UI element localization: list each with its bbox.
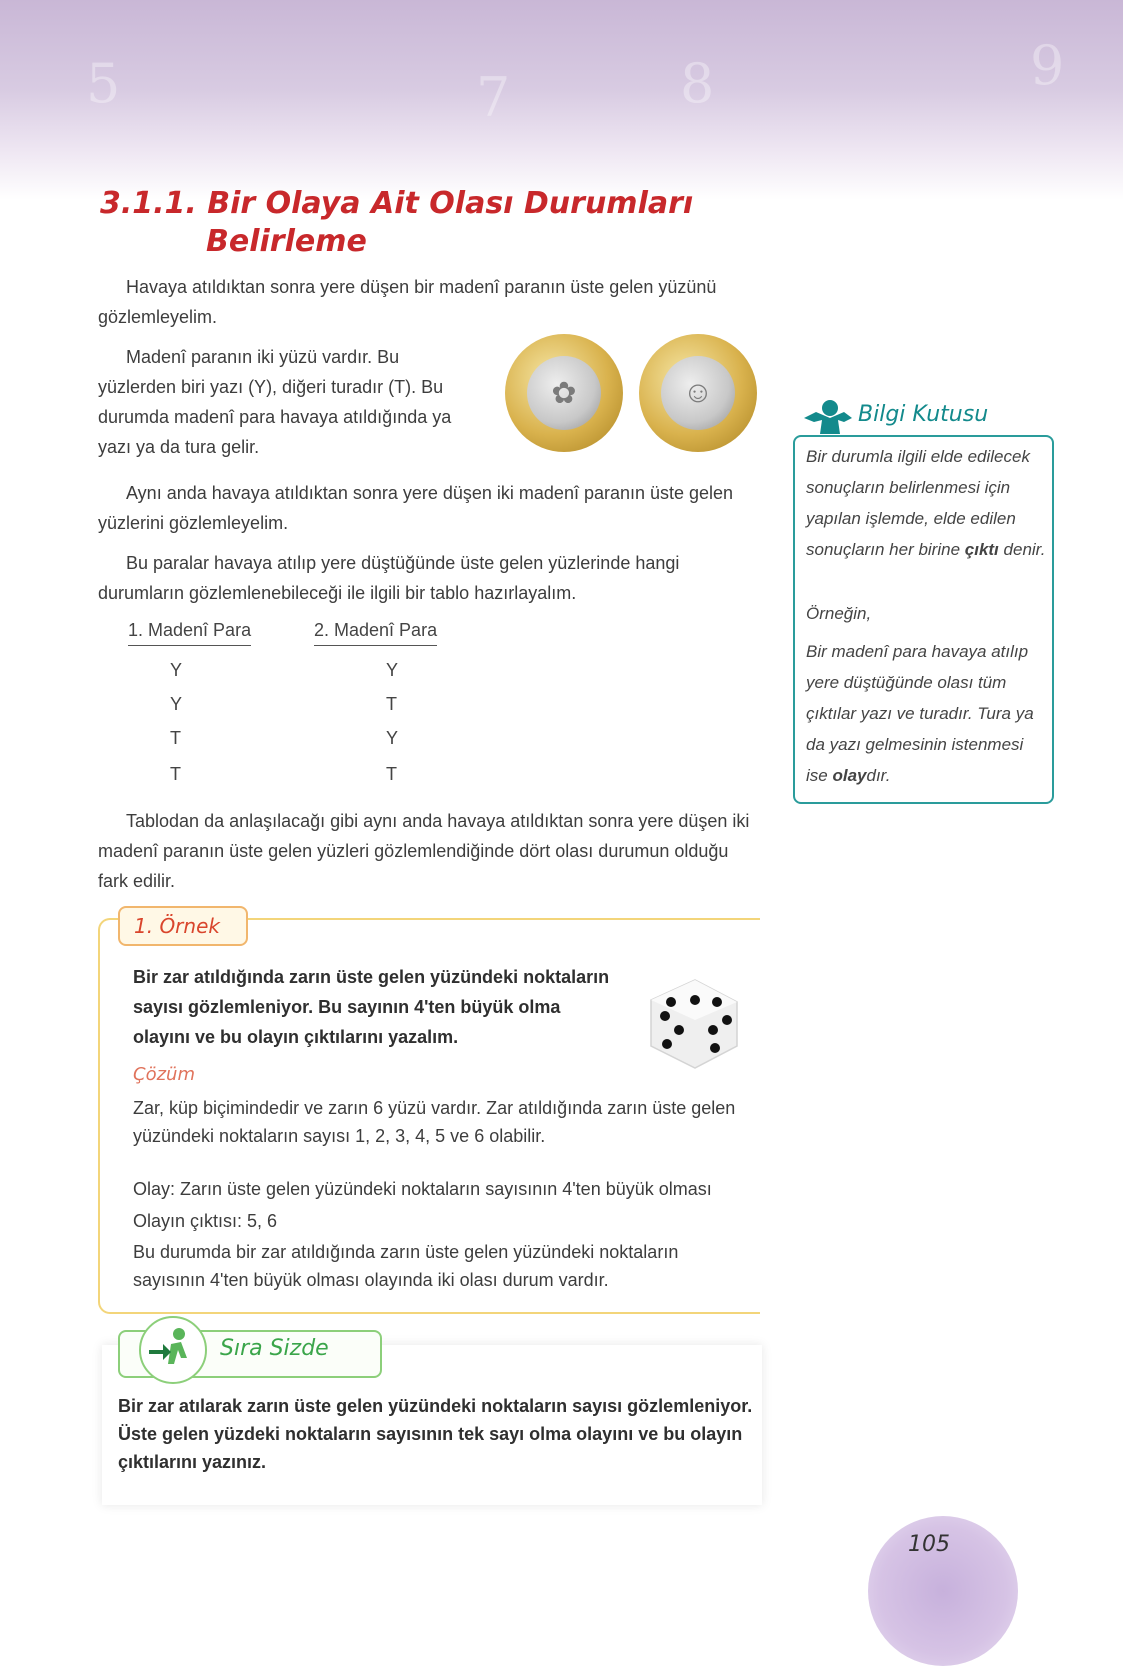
- exercise-badge: [139, 1316, 207, 1384]
- person-arrow-icon: [141, 1318, 201, 1378]
- bilgi-text-1: Bir durumla ilgili elde edilecek sonuçların belirlenmesi için yapılan işlemde, elde edilen sonuçların her birine çıktı denir.: [806, 447, 1046, 559]
- solution-text-4: Bu durumda bir zar atıldığında zarın üste gelen yüzündeki noktaların sayısının 4'ten büyük olması olayında iki olası durum vardır.: [133, 1242, 679, 1290]
- coin-yazi: [505, 334, 623, 452]
- table-cell: T: [386, 764, 397, 784]
- table-cell: T: [170, 764, 181, 784]
- page-number-badge: [868, 1516, 1018, 1666]
- emblem-icon: ✿: [551, 376, 577, 410]
- example-question: Bir zar atıldığında zarın üste gelen yüzündeki noktaların sayısı gözlemleniyor. Bu sayının 4'ten büyük olma olayını ve bu olayın çıktılarını yazalım.: [133, 967, 610, 1047]
- term-cikti: çıktı: [964, 540, 999, 559]
- paragraph-5: Tablodan da anlaşılacağı gibi aynı anda havaya atıldıktan sonra yere düşen iki madenî paranın üste gelen yüzleri gözlemlendiğinde dört olası durumun olduğu fark edilir.: [98, 811, 750, 891]
- decor-digit: 5: [86, 52, 121, 115]
- coins-image: [505, 334, 761, 450]
- decor-digit: 7: [476, 66, 511, 129]
- paragraph-2: Madenî paranın iki yüzü vardır. Bu yüzlerden biri yazı (Y), diğeri turadır (T). Bu durumda madenî para havaya atıldığında ya yazı ya da tura gelir.: [98, 347, 452, 457]
- term-olay: olay: [832, 766, 867, 785]
- header-band: [0, 0, 1123, 200]
- title-line-2: Belirleme: [206, 224, 367, 259]
- paragraph-1: Havaya atıldıktan sonra yere düşen bir madenî paranın üste gelen yüzünü gözlemleyelim.: [98, 277, 717, 327]
- paragraph-3: Aynı anda havaya atıldıktan sonra yere düşen iki madenî paranın üste gelen yüzlerini gözlemleyelim.: [98, 483, 734, 533]
- table-cell: Y: [170, 660, 183, 680]
- bilgi-text-3: Bir madenî para havaya atılıp yere düştüğünde olası tüm çıktılar yazı ve turadır. Tura ya da yazı gelmesinin istenmesi ise olaydır.: [806, 642, 1034, 785]
- solution-text-1: Zar, küp biçimindedir ve zarın 6 yüzü vardır. Zar atıldığında zarın üste gelen yüzündeki noktaların sayısı 1, 2, 3, 4, 5 ve 6 olabilir.: [133, 1098, 736, 1146]
- solution-label: Çözüm: [133, 1064, 195, 1085]
- table-cell: Y: [170, 694, 183, 714]
- exercise-text: Bir zar atılarak zarın üste gelen yüzündeki noktaların sayısı gözlemleniyor. Üste gelen yüzdeki noktaların sayısının tek sayı olma olayını ve bu olayın çıktılarını yazınız.: [118, 1396, 753, 1472]
- example-tab: 1. Örnek: [118, 906, 248, 946]
- title-line-1: 3.1.1. Bir Olaya Ait Olası Durumları: [100, 186, 694, 221]
- paragraph-4: Bu paralar havaya atılıp yere düştüğünde üste gelen yüzlerinde hangi durumların gözlemlenebileceği ile ilgili bir tablo hazırlayalım.: [98, 553, 680, 603]
- table-header: 2. Madenî Para: [314, 620, 437, 646]
- table-cell: Y: [386, 728, 399, 748]
- table-cell: Y: [386, 660, 399, 680]
- table-cell: T: [170, 728, 181, 748]
- decor-digit: 9: [1030, 34, 1065, 97]
- bilgi-person-icon: [800, 398, 856, 436]
- coin-tura: [639, 334, 757, 452]
- section-title: [100, 185, 693, 261]
- portrait-icon: ☺: [682, 376, 714, 409]
- bilgi-title: Bilgi Kutusu: [858, 402, 989, 427]
- table-cell: T: [386, 694, 397, 714]
- solution-text-3: Olayın çıktısı: 5, 6: [133, 1211, 278, 1231]
- table-header: 1. Madenî Para: [128, 620, 251, 646]
- dice-image: [643, 972, 743, 1072]
- bilgi-text-2: Örneğin,: [806, 604, 872, 623]
- page-number: 105: [908, 1532, 950, 1557]
- solution-text-2: Olay: Zarın üste gelen yüzündeki noktaların sayısının 4'ten büyük olması: [133, 1179, 712, 1199]
- exercise-label: Sıra Sizde: [220, 1336, 329, 1361]
- decor-digit: 8: [680, 52, 715, 115]
